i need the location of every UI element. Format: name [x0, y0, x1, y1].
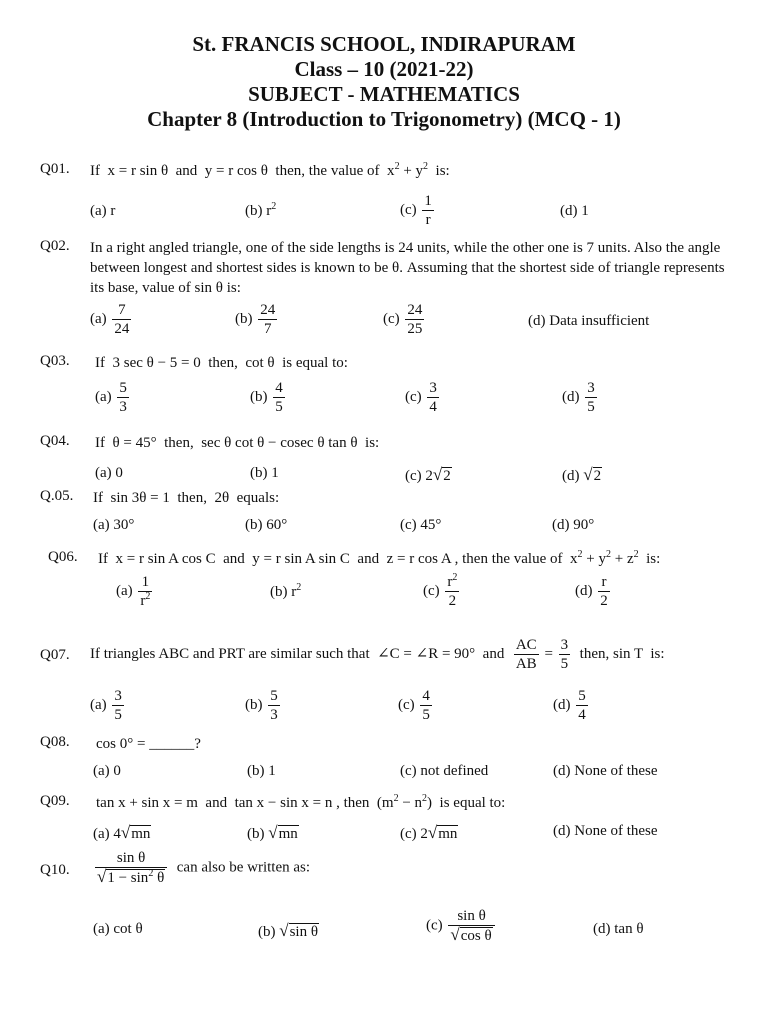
question-number: Q10.	[40, 862, 70, 878]
option-d[interactable]: (d) None of these	[553, 763, 658, 779]
option-a[interactable]: (a) cot θ	[93, 921, 143, 937]
option-d[interactable]: (d) 1	[560, 203, 589, 219]
option-b[interactable]: (b) 1	[247, 763, 276, 779]
option-b[interactable]: (b) √mn	[247, 823, 298, 842]
option-b[interactable]: (b) $\frac{5}{3}$	[245, 688, 278, 723]
option-b[interactable]: (b) $\frac{24}{7}$	[235, 302, 276, 337]
option-b[interactable]: (b) 60°	[245, 517, 288, 533]
option-a[interactable]: (a) 0	[95, 465, 123, 481]
question-text: If sin 3θ = 1 then, 2θ equals:	[93, 490, 280, 506]
option-b[interactable]: (b) $r^2$	[270, 582, 302, 600]
question-text: If 3 sec θ − 5 = 0 then, cot θ is equal to:	[95, 355, 348, 371]
option-b[interactable]: (b) $\frac{4}{5}$	[250, 380, 283, 415]
document-header	[0, 32, 768, 132]
question-number: Q07.	[40, 647, 70, 663]
question-number: Q08.	[40, 734, 70, 750]
option-a[interactable]: (a) r	[90, 203, 116, 219]
option-a[interactable]: (a) $\frac{1}{r^2}$	[116, 574, 151, 609]
option-a[interactable]: (a) 4√mn	[93, 823, 151, 842]
class-line: Class – 10 (2021-22)	[294, 57, 474, 81]
option-d[interactable]: (d) Data insufficient	[528, 313, 650, 329]
option-d[interactable]: (d) $\frac{r}{2}$	[575, 574, 608, 609]
question-text: cos 0° = ______?	[96, 736, 201, 752]
option-a[interactable]: (a) $\frac{7}{24}$	[90, 302, 130, 337]
option-d[interactable]: (d) $\frac{3}{5}$	[562, 380, 595, 415]
option-b[interactable]: (b) 1	[250, 465, 279, 481]
question-number: Q09.	[40, 793, 70, 809]
chapter-title: Chapter 8 (Introduction to Trigonometry) (MCQ - 1)	[147, 107, 621, 131]
question-text: tan x + sin x = m and tan x − sin x = n , then $(m^2 - n^2)$ is equal to:	[96, 793, 506, 811]
option-c[interactable]: (c) not defined	[400, 763, 489, 779]
question-text: If x = r sin A cos C and y = r sin A sin C and z = r cos A , then the value of $x^2 + y^2 + z^2$ is:	[98, 549, 661, 567]
option-c[interactable]: (c) $\frac{4}{5}$	[398, 688, 430, 723]
option-c[interactable]: (c) $\frac{\text{sin θ}}{\text{√cos θ}}$	[426, 908, 497, 944]
question-text: $\frac{\text{sin θ}}{√1 - \sin^2 \theta}$ can also be written as:	[97, 850, 311, 886]
question-text: If x = r sin θ and y = r cos θ then, the value of $x^2 + y^2$ is:	[90, 161, 450, 179]
option-d[interactable]: (d) tan θ	[593, 921, 644, 937]
question-text: If θ = 45° then, sec θ cot θ − cosec θ tan θ is:	[95, 435, 380, 451]
question-number: Q06.	[48, 549, 78, 565]
option-c[interactable]: (c) 2√mn	[400, 823, 458, 842]
option-b[interactable]: (b) $r^2$	[245, 201, 277, 219]
option-c[interactable]: (c) $\frac{1}{r}$	[400, 193, 432, 228]
question-number: Q01.	[40, 161, 70, 177]
question-number: Q04.	[40, 433, 70, 449]
option-d[interactable]: (d) √2	[562, 465, 602, 484]
option-c[interactable]: (c) 45°	[400, 517, 442, 533]
school-name: St. FRANCIS SCHOOL, INDIRAPURAM	[192, 32, 576, 56]
question-number: Q03.	[40, 353, 70, 369]
option-c[interactable]: (c) $\frac{3}{4}$	[405, 380, 437, 415]
option-a[interactable]: (a) 30°	[93, 517, 135, 533]
option-c[interactable]: (c) 2√2	[405, 465, 451, 484]
option-d[interactable]: (d) $\frac{5}{4}$	[553, 688, 586, 723]
question-number: Q02.	[40, 238, 70, 254]
option-a[interactable]: (a) $\frac{5}{3}$	[95, 380, 127, 415]
subject-line: SUBJECT - MATHEMATICS	[248, 82, 520, 106]
option-a[interactable]: (a) 0	[93, 763, 121, 779]
question-number: Q.05.	[40, 488, 74, 504]
option-a[interactable]: (a) $\frac{3}{5}$	[90, 688, 122, 723]
question-text: If triangles ABC and PRT are similar such that ∠C = ∠R = 90° and $\frac{AC}{AB}$ = $\frac{3}{5}$ then, sin T is:	[90, 637, 665, 672]
option-c[interactable]: (c) $\frac{24}{25}$	[383, 302, 423, 337]
option-c[interactable]: (c) $\frac{r^2}{2}$	[423, 572, 458, 609]
option-d[interactable]: (d) None of these	[553, 823, 658, 839]
question-text: In a right angled triangle, one of the side lengths is 24 units, while the other one is 7 units. Also the angle between longest and shortest sides is known to be θ. Assuming that the shortest side of triangle represents its base, value of sin θ is:	[90, 240, 725, 296]
option-b[interactable]: (b) √sin θ	[258, 921, 319, 940]
option-d[interactable]: (d) 90°	[552, 517, 595, 533]
